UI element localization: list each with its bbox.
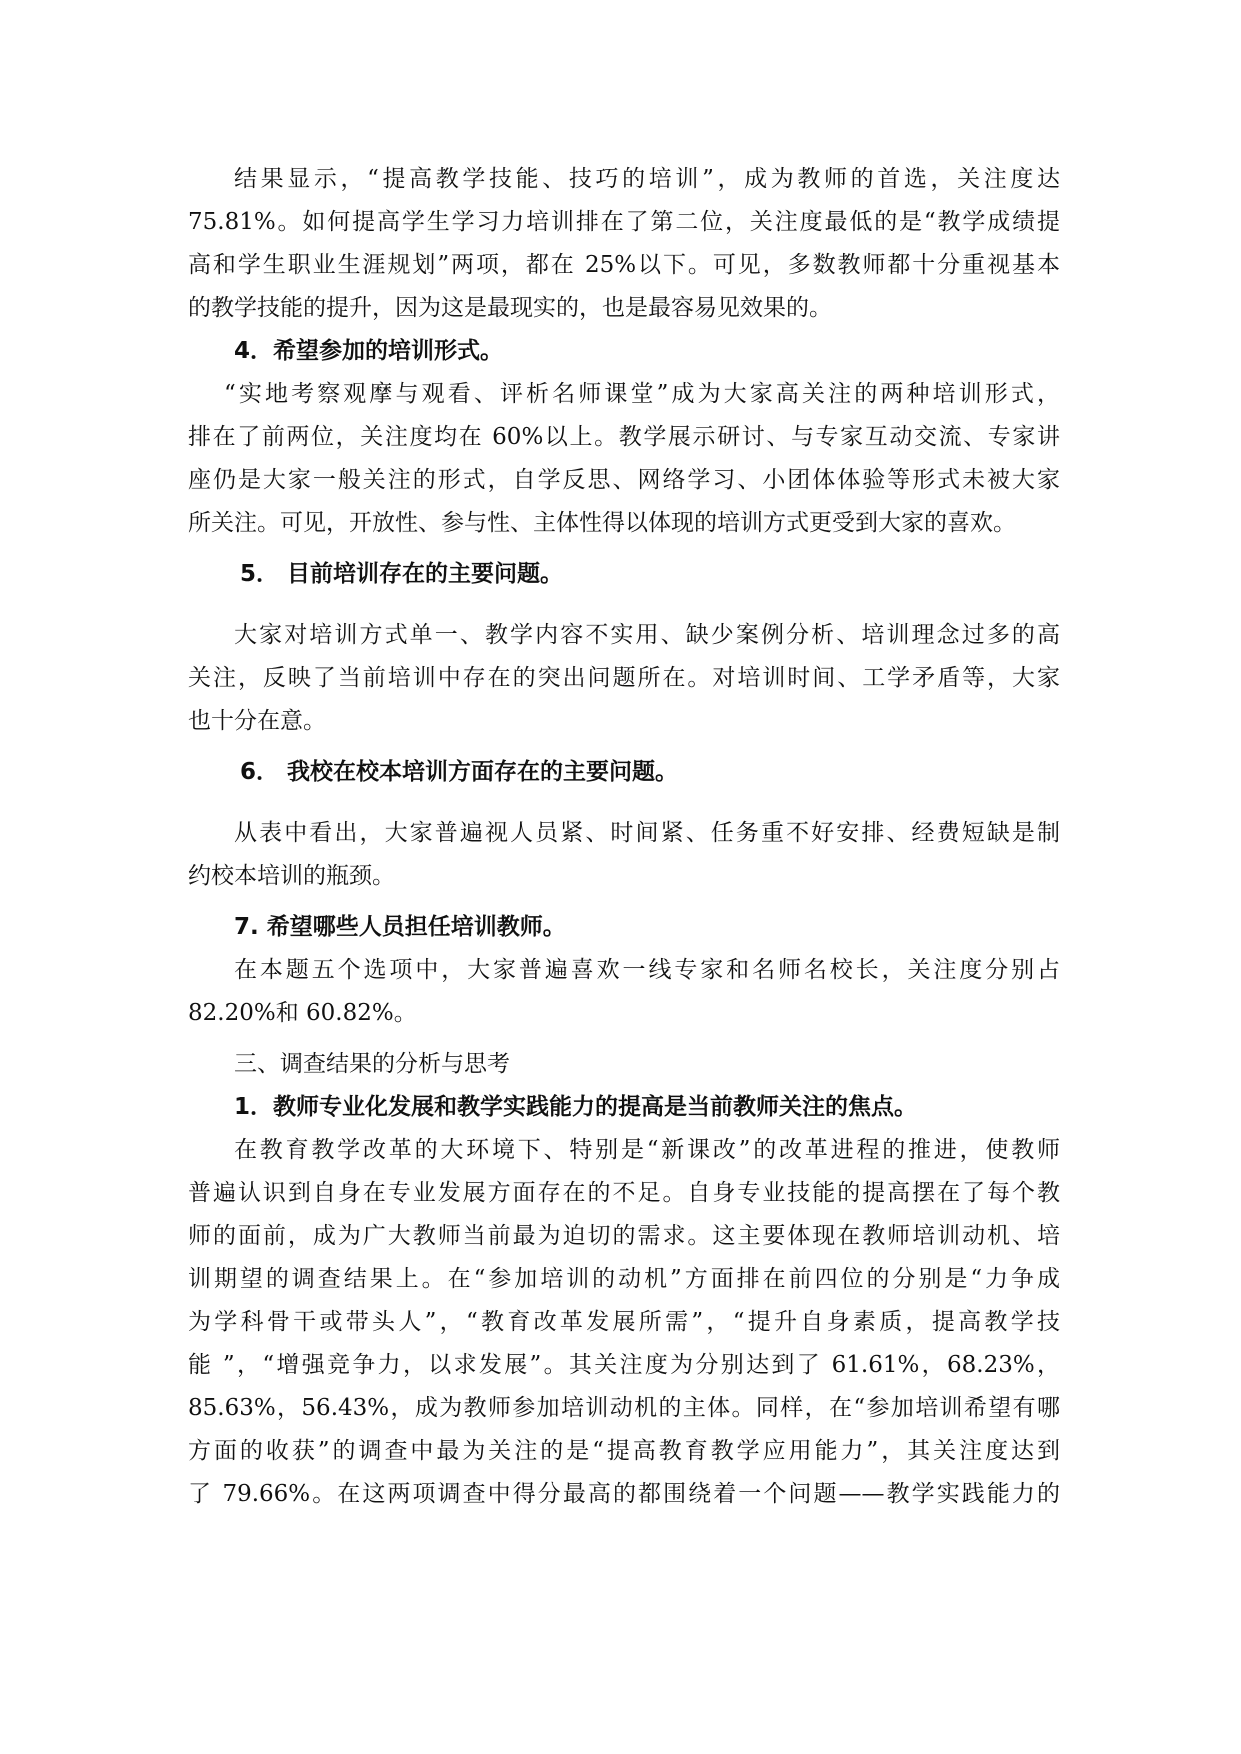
paragraph-line: 在本题五个选项中，大家普遍喜欢一线专家和名师名校长，关注度分别占 — [234, 957, 1060, 983]
paragraph-line: 75.81%。如何提高学生学习力培训排在了第二位，关注度最低的是“教学成绩提 — [188, 209, 1060, 235]
paragraph-line: 方面的收获”的调查中最为关注的是“提高教育教学应用能力”，其关注度达到 — [188, 1438, 1060, 1464]
paragraph-line: 82.20%和 60.82%。 — [188, 1000, 417, 1026]
spacer — [188, 545, 1060, 553]
subsection-heading-1: 1．教师专业化发展和教学实践能力的提高是当前教师关注的焦点。 — [234, 1094, 918, 1120]
section-heading-4: 4．希望参加的培训形式。 — [234, 338, 504, 364]
document-page — [188, 158, 1060, 1516]
spacer — [188, 794, 1060, 812]
paragraph-line: 师的面前，成为广大教师当前最为迫切的需求。这主要体现在教师培训动机、培 — [188, 1223, 1060, 1249]
paragraph-line: 约校本培训的瓶颈。 — [188, 863, 395, 889]
paragraph-line: 在教育教学改革的大环境下、特别是“新课改”的改革进程的推进，使教师 — [234, 1137, 1060, 1163]
paragraph-line: 关注，反映了当前培训中存在的突出问题所在。对培训时间、工学矛盾等，大家 — [188, 665, 1060, 691]
paragraph-line: 所关注。可见，开放性、参与性、主体性得以体现的培训方式更受到大家的喜欢。 — [188, 510, 1016, 536]
paragraph-current-problems — [188, 614, 1060, 743]
paragraph-line: 排在了前两位，关注度均在 60%以上。教学展示研讨、与专家互动交流、专家讲 — [188, 424, 1060, 450]
section-heading-5: 5． 目前培训存在的主要问题。 — [240, 561, 564, 587]
spacer — [188, 596, 1060, 614]
paragraph-training-forms — [188, 373, 1060, 545]
spacer — [188, 898, 1060, 906]
paragraph-results-skills — [188, 158, 1060, 330]
section-heading-6: 6． 我校在校本培训方面存在的主要问题。 — [240, 759, 679, 785]
paragraph-school-problems — [188, 812, 1060, 898]
spacer — [188, 1035, 1060, 1043]
paragraph-line: 从表中看出，大家普遍视人员紧、时间紧、任务重不好安排、经费短缺是制 — [234, 820, 1060, 846]
paragraph-trainer-preference — [188, 949, 1060, 1035]
section-heading-7: 7. 希望哪些人员担任培训教师。 — [234, 914, 566, 940]
paragraph-line: 也十分在意。 — [188, 708, 326, 734]
paragraph-line: 训期望的调查结果上。在“参加培训的动机”方面排在前四位的分别是“力争成 — [188, 1266, 1060, 1292]
paragraph-line: 结果显示，“提高教学技能、技巧的培训”，成为教师的首选，关注度达 — [234, 166, 1060, 192]
paragraph-line: 高和学生职业生涯规划”两项，都在 25%以下。可见，多数教师都十分重视基本 — [188, 252, 1060, 278]
paragraph-line: 座仍是大家一般关注的形式，自学反思、网络学习、小团体体验等形式未被大家 — [188, 467, 1060, 493]
paragraph-line: 能 ”，“增强竞争力，以求发展”。其关注度为分别达到了 61.61%，68.23%， — [188, 1352, 1060, 1378]
spacer — [188, 743, 1060, 751]
section-title-analysis: 三、调查结果的分析与思考 — [234, 1051, 510, 1077]
paragraph-line: “实地考察观摩与观看、评析名师课堂”成为大家高关注的两种培训形式， — [224, 381, 1060, 407]
paragraph-line: 了 79.66%。在这两项调查中得分最高的都围绕着一个问题——教学实践能力的 — [188, 1481, 1060, 1507]
paragraph-professional-development — [188, 1129, 1060, 1516]
paragraph-line: 大家对培训方式单一、教学内容不实用、缺少案例分析、培训理念过多的高 — [234, 622, 1060, 648]
paragraph-line: 普遍认识到自身在专业发展方面存在的不足。自身专业技能的提高摆在了每个教 — [188, 1180, 1060, 1206]
paragraph-line: 的教学技能的提升，因为这是最现实的，也是最容易见效果的。 — [188, 295, 832, 321]
paragraph-line: 为学科骨干或带头人”，“教育改革发展所需”，“提升自身素质，提高教学技 — [188, 1309, 1060, 1335]
paragraph-line: 85.63%，56.43%，成为教师参加培训动机的主体。同样，在“参加培训希望有哪 — [188, 1395, 1060, 1421]
